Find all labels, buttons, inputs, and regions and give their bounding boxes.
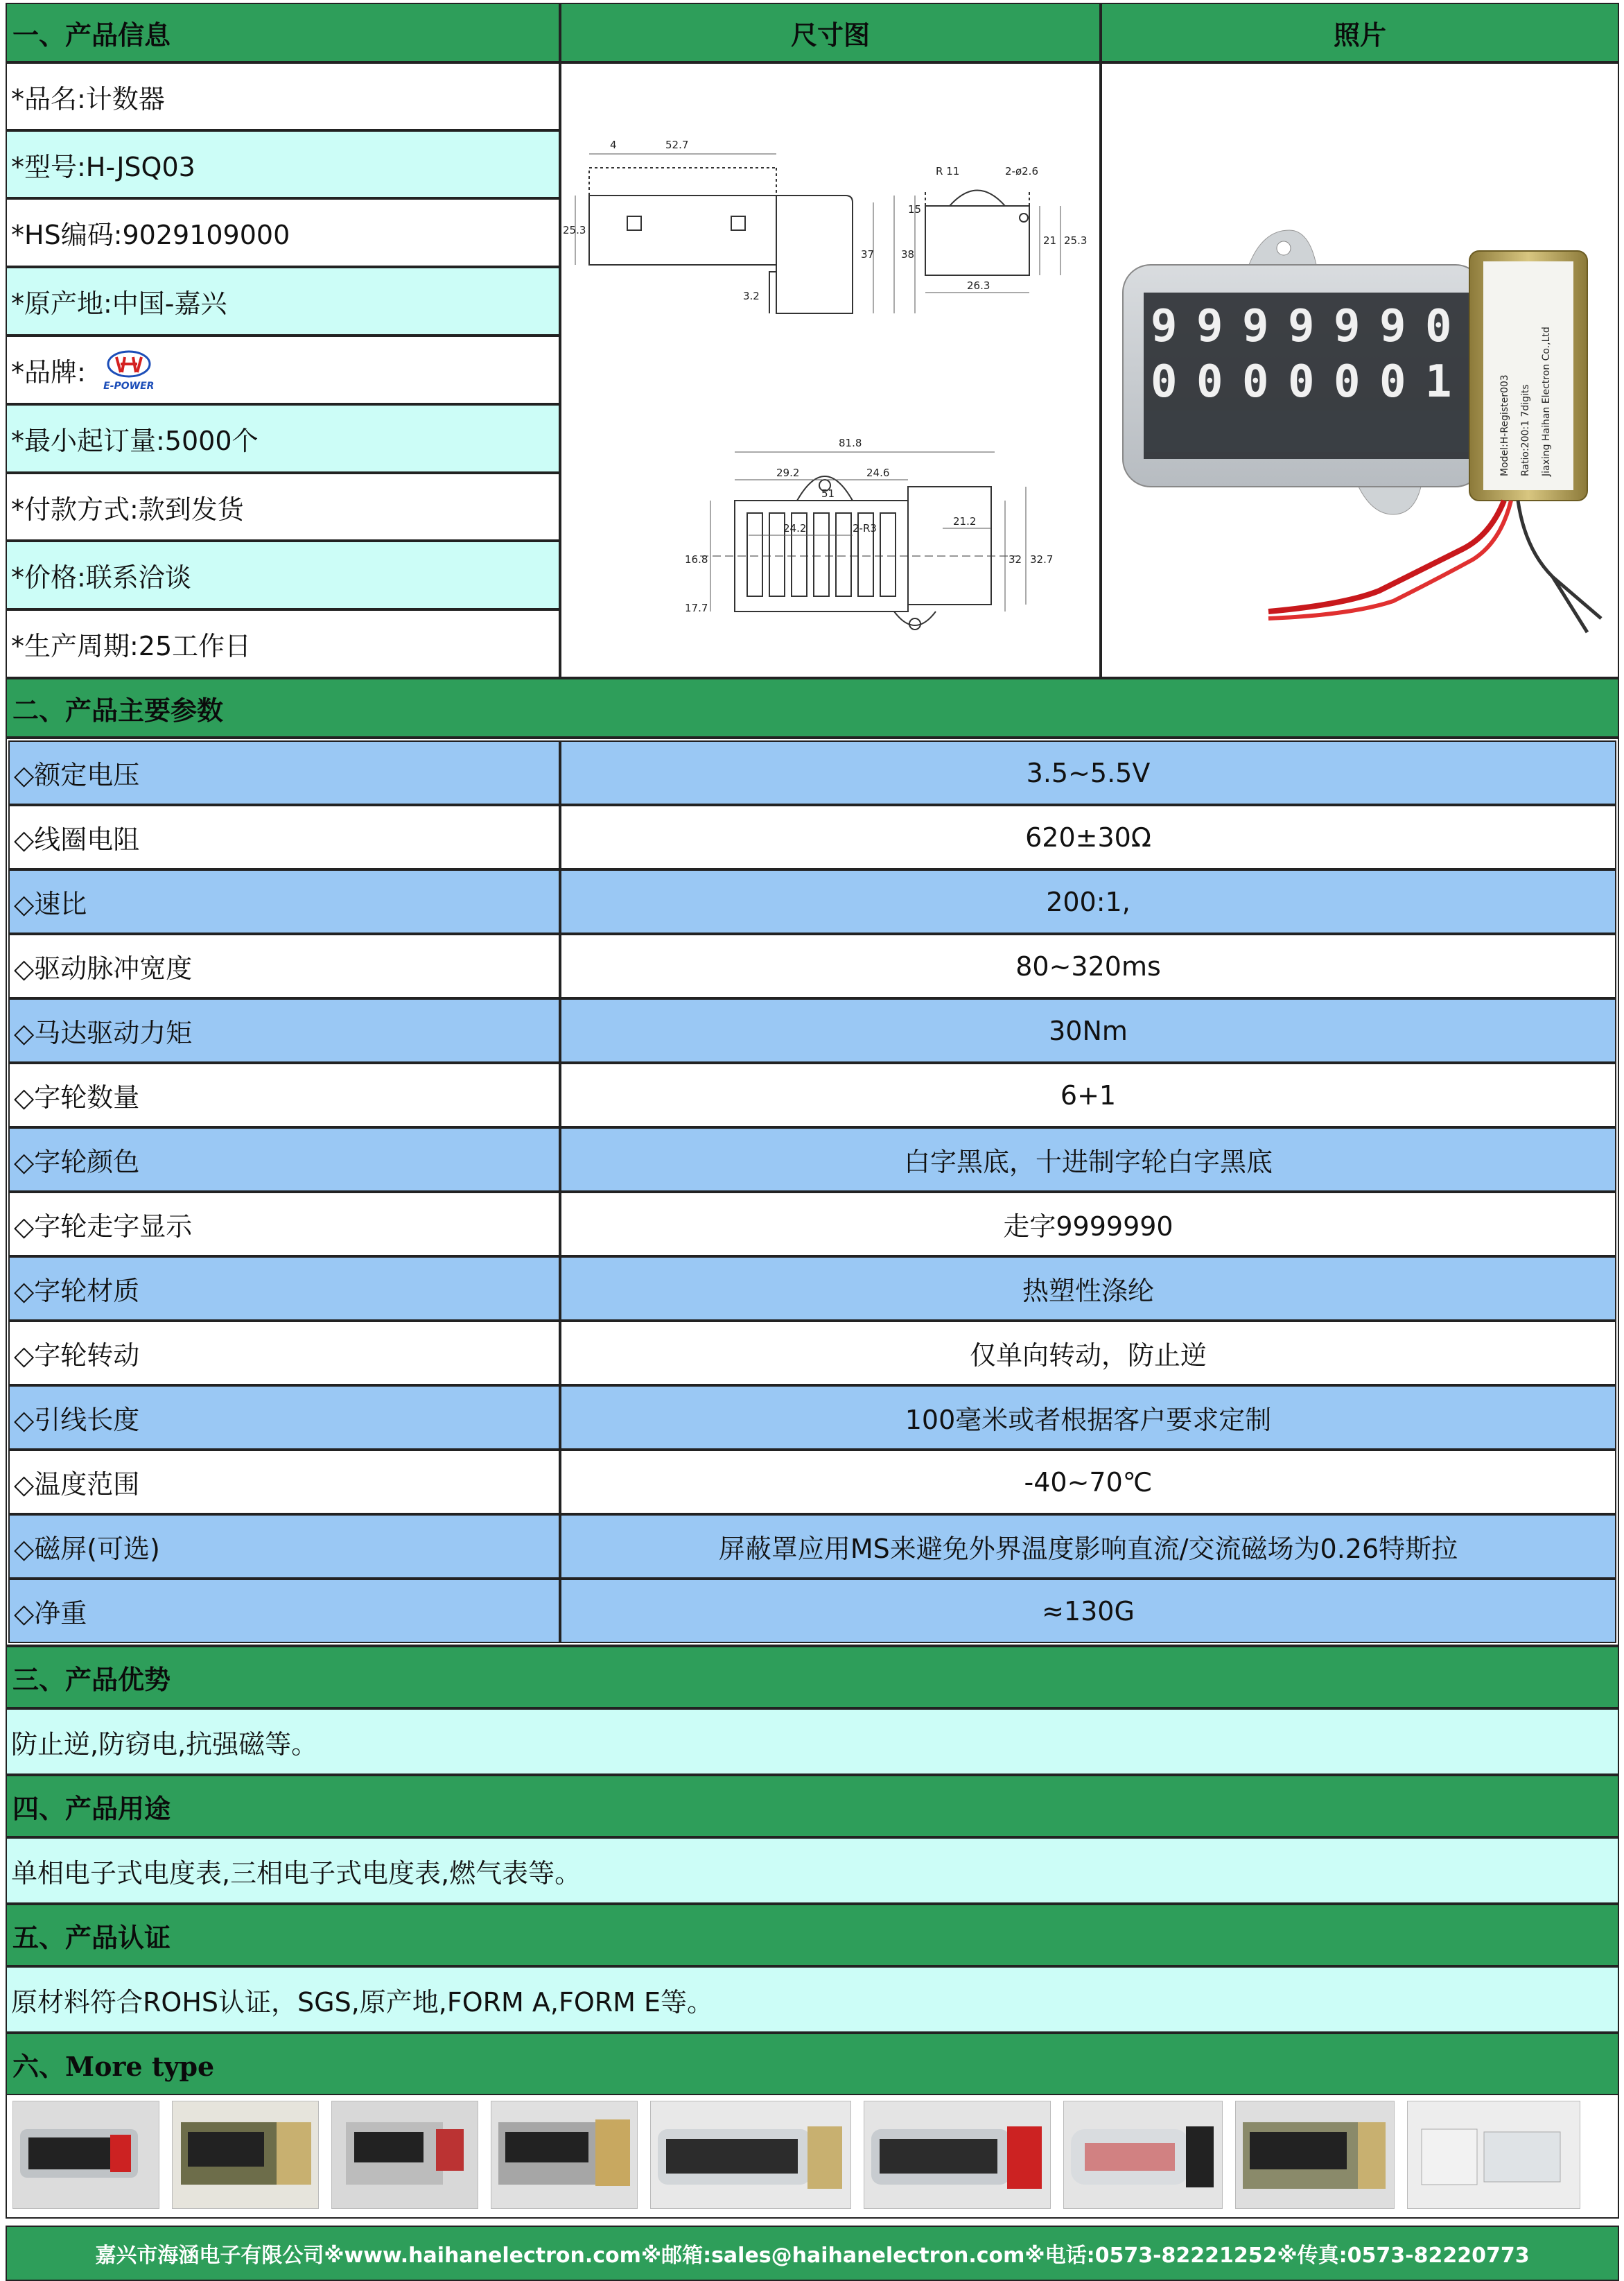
param-name: ◇引线长度: [8, 1385, 560, 1450]
param-row-wheel-color: [8, 1127, 1616, 1192]
param-row-wheel-count: [8, 1063, 1616, 1127]
dim-label-24-2: 24.2: [783, 522, 807, 535]
dim-label-4: 4: [610, 139, 617, 151]
section2-title: 二、产品主要参数: [6, 678, 1619, 738]
dim-label-hole: 2-ø2.6: [1005, 165, 1038, 177]
info-row-name: *品名:计数器: [6, 62, 560, 130]
dim-label-52-7: 52.7: [665, 139, 689, 151]
info-row-hs-code: *HS编码:9029109000: [6, 198, 560, 267]
section4-title: 四、产品用途: [6, 1775, 1619, 1837]
dim-label-25-3b: 25.3: [1064, 234, 1088, 247]
param-table: [6, 738, 1619, 1646]
more-type-thumb[interactable]: [650, 2101, 851, 2209]
dim-label-37: 37: [861, 248, 875, 261]
photo-digit-mid-3: 0: [1242, 356, 1269, 408]
more-type-thumb[interactable]: [1063, 2101, 1223, 2209]
photo-digit-top-1: 9: [1151, 301, 1178, 352]
info-row-lead-time: *生产周期:25工作日: [6, 609, 560, 678]
param-name: ◇字轮转动: [8, 1321, 560, 1385]
param-row-temperature: [8, 1450, 1616, 1514]
photo-digit-mid-6: 0: [1379, 356, 1406, 408]
param-row-lead-length: [8, 1385, 1616, 1450]
param-row-resistance: [8, 805, 1616, 869]
param-name: ◇磁屏(可选): [8, 1514, 560, 1579]
dim-label-2-r3: 2-R3: [853, 522, 877, 535]
photo-digit-top-6: 9: [1379, 301, 1406, 352]
param-value: 620±30Ω: [560, 805, 1616, 869]
usage-text: 单相电子式电度表,三相电子式电度表,燃气表等。: [6, 1837, 1619, 1904]
param-row-ratio: [8, 869, 1616, 934]
section3-title: 三、产品优势: [6, 1646, 1619, 1708]
brand-logo: [101, 349, 157, 392]
param-value: 3.5~5.5V: [560, 740, 1616, 805]
param-value: 热塑性涤纶: [560, 1256, 1616, 1321]
photo-digit-top-7: 0: [1425, 301, 1452, 352]
photo-digit-mid-7: 1: [1425, 356, 1452, 408]
photo-digit-top-5: 9: [1334, 301, 1361, 352]
photo-digit-mid-2: 0: [1196, 356, 1223, 408]
param-value: 30Nm: [560, 998, 1616, 1063]
dimension-column-title: 尺寸图: [560, 3, 1101, 62]
dim-label-21: 21: [1043, 234, 1057, 247]
dim-label-38: 38: [901, 248, 915, 261]
more-type-thumb[interactable]: [864, 2101, 1051, 2209]
photo-digit-mid-4: 0: [1288, 356, 1315, 408]
param-row-weight: [8, 1579, 1616, 1643]
more-type-thumb[interactable]: [1235, 2101, 1395, 2209]
param-row-voltage: [8, 740, 1616, 805]
param-value: 80~320ms: [560, 934, 1616, 998]
brand-logo-text: E-POWER: [103, 380, 155, 392]
section1-header-row: [6, 3, 1619, 62]
param-row-material: [8, 1256, 1616, 1321]
dimension-drawing-cell: [560, 62, 1101, 678]
photo-digit-top-3: 9: [1242, 301, 1269, 352]
info-row-model: *型号:H-JSQ03: [6, 130, 560, 198]
param-value: -40~70℃: [560, 1450, 1616, 1514]
dim-label-r11: R 11: [936, 165, 960, 177]
param-row-torque: [8, 998, 1616, 1063]
param-row-display: [8, 1192, 1616, 1256]
dim-label-25-3: 25.3: [563, 224, 586, 236]
param-name: ◇马达驱动力矩: [8, 998, 560, 1063]
param-value: 屏蔽罩应用MS来避免外界温度影响直流/交流磁场为0.26特斯拉: [560, 1514, 1616, 1579]
param-row-magnetic-shield: [8, 1514, 1616, 1579]
param-value: 白字黑底，十进制字轮白字黑底: [560, 1127, 1616, 1192]
dim-label-29-2: 29.2: [776, 467, 800, 479]
param-row-pulse-width: [8, 934, 1616, 998]
param-value: 走字9999990: [560, 1192, 1616, 1256]
brand-logo-icon: [101, 349, 157, 381]
photo-digit-top-2: 9: [1196, 301, 1223, 352]
photo-column-title: 照片: [1101, 3, 1619, 62]
photo-digit-mid-1: 0: [1151, 356, 1178, 408]
dim-label-21-2: 21.2: [953, 515, 977, 528]
param-name: ◇字轮材质: [8, 1256, 560, 1321]
more-type-thumb[interactable]: [1407, 2101, 1580, 2209]
param-value: 仅单向转动，防止逆: [560, 1321, 1616, 1385]
photo-label-line-1: Model:H-Register003: [1499, 374, 1510, 476]
param-name: ◇温度范围: [8, 1450, 560, 1514]
spec-sheet: [6, 3, 1619, 2281]
more-type-gallery: [6, 2095, 1619, 2219]
param-value: 100毫米或者根据客户要求定制: [560, 1385, 1616, 1450]
section5-title: 五、产品认证: [6, 1904, 1619, 1966]
dim-label-26-3: 26.3: [967, 279, 990, 292]
more-type-thumb[interactable]: [491, 2101, 638, 2209]
section1-title: 一、产品信息: [6, 3, 560, 62]
section1-body: [6, 62, 1619, 678]
product-photo: [1102, 64, 1618, 677]
param-row-rotation: [8, 1321, 1616, 1385]
param-value: ≈130G: [560, 1579, 1616, 1643]
advantages-text: 防止逆,防窃电,抗强磁等。: [6, 1708, 1619, 1775]
param-value: 200:1,: [560, 869, 1616, 934]
footer-contact: 嘉兴市海涵电子有限公司※www.haihanelectron.com※邮箱:sales@haihanelectron.com※电话:0573-82221252※传真:0573-82220773: [6, 2226, 1619, 2281]
info-row-moq: *最小起订量:5000个: [6, 404, 560, 473]
info-row-payment: *付款方式:款到发货: [6, 473, 560, 541]
dim-label-32: 32: [1009, 553, 1022, 566]
param-name: ◇净重: [8, 1579, 560, 1643]
param-name: ◇驱动脉冲宽度: [8, 934, 560, 998]
dim-label-15: 15: [908, 203, 922, 216]
info-row-price: *价格:联系洽谈: [6, 541, 560, 609]
product-photo-cell: [1101, 62, 1619, 678]
more-type-thumb[interactable]: [12, 2101, 159, 2209]
param-name: ◇字轮颜色: [8, 1127, 560, 1192]
param-name: ◇速比: [8, 869, 560, 934]
certification-text: 原材料符合ROHS认证，SGS,原产地,FORM A,FORM E等。: [6, 1966, 1619, 2033]
photo-label-line-3: Jiaxing Haihan Electron Co.,Ltd: [1541, 327, 1552, 476]
photo-label-line-2: Ratio:200:1 7digits: [1520, 384, 1531, 476]
param-name: ◇字轮走字显示: [8, 1192, 560, 1256]
dim-label-24-6: 24.6: [866, 467, 890, 479]
dim-label-51: 51: [821, 487, 835, 500]
dim-label-81-8: 81.8: [839, 437, 862, 449]
dim-label-17-7: 17.7: [685, 602, 708, 614]
more-type-thumb[interactable]: [172, 2101, 319, 2209]
param-name: ◇字轮数量: [8, 1063, 560, 1127]
photo-digit-mid-5: 0: [1334, 356, 1361, 408]
photo-digit-top-4: 9: [1288, 301, 1315, 352]
param-name: ◇额定电压: [8, 740, 560, 805]
dimension-drawing: [561, 64, 1099, 677]
dim-label-16-8: 16.8: [685, 553, 708, 566]
param-name: ◇线圈电阻: [8, 805, 560, 869]
section6-title: 六、More type: [6, 2033, 1619, 2095]
dim-label-3-2: 3.2: [743, 290, 760, 302]
info-row-origin: *原产地:中国-嘉兴: [6, 267, 560, 336]
product-info-list: [6, 62, 560, 678]
param-value: 6+1: [560, 1063, 1616, 1127]
dim-label-32-7: 32.7: [1030, 553, 1054, 566]
more-type-thumb[interactable]: [331, 2101, 478, 2209]
brand-label: *品牌:: [11, 357, 86, 388]
info-row-brand: [6, 336, 560, 404]
